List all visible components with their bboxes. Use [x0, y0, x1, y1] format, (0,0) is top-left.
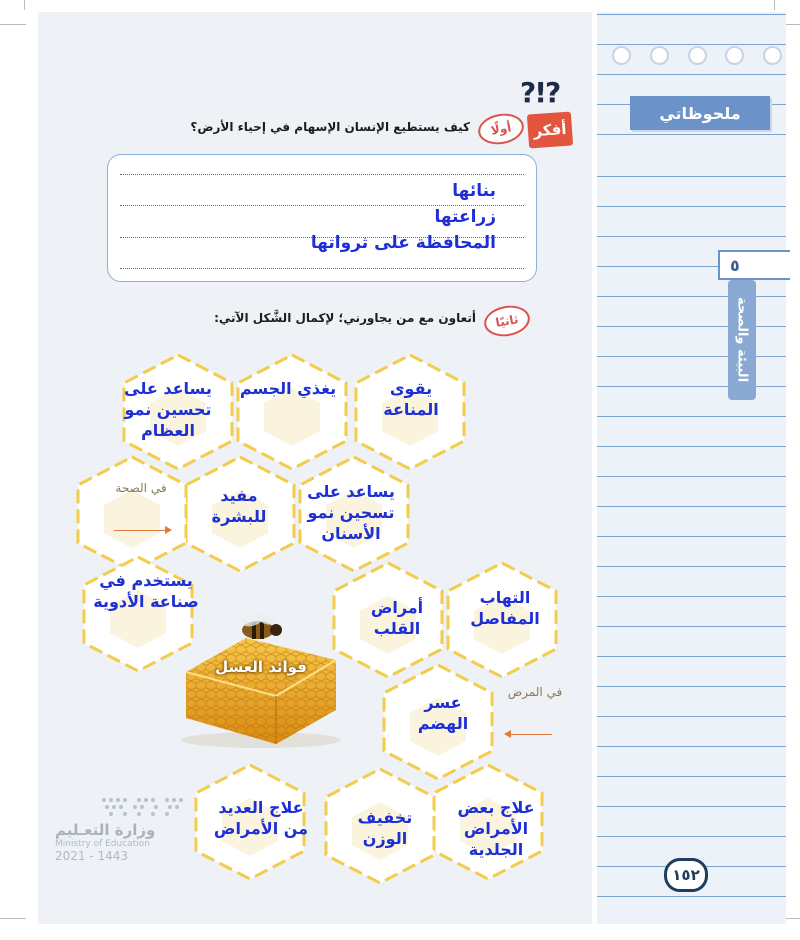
crop-mark — [24, 0, 25, 10]
page-divider — [594, 12, 597, 924]
ministry-year: 2021 - 1443 — [55, 849, 129, 863]
disease-arrow — [506, 734, 552, 735]
hex-text-medicine: يستخدم في صناعة الأدوية — [93, 571, 199, 611]
ministry-english: Ministry of Education — [55, 839, 150, 849]
crop-mark — [774, 0, 775, 10]
chapter-tab — [728, 280, 756, 400]
hex-text-weight: تخفيف الوزن — [357, 808, 413, 848]
question-text: كيف يستطيع الإنسان الإسهام في إحياء الأرض؟ — [190, 120, 470, 134]
answer-2: زراعتها — [434, 207, 496, 227]
chapter-title: البيئة والصحة — [734, 297, 750, 383]
answer-line — [120, 268, 524, 269]
spiral-hole — [650, 46, 669, 65]
hex-text-skin: مفيد للبشرة — [211, 486, 267, 526]
answer-line — [120, 174, 524, 175]
hex-text-nourish: يغذي الجسم — [239, 379, 337, 398]
page-number: ١٥٢ — [664, 858, 708, 892]
hex-text-many-diseases: علاج العديد من الأمراض — [213, 798, 309, 838]
spiral-hole — [763, 46, 782, 65]
crop-mark — [0, 918, 26, 919]
health-label: في الصحة — [115, 481, 167, 495]
spiral-hole — [725, 46, 744, 65]
notes-label: ملحوظاتي — [630, 96, 770, 130]
chapter-number: ٥ — [718, 250, 790, 280]
answer-3: المحافظة على ثرواتها — [310, 233, 496, 253]
think-badge: أفكر — [527, 112, 573, 149]
ministry-dots-icon — [99, 795, 175, 821]
hex-text-teeth: يساعد على تسحين نمو الأسنان — [307, 482, 395, 543]
think-marks: ?!? — [520, 76, 560, 109]
health-arrow — [114, 530, 170, 531]
spiral-holes — [612, 46, 782, 66]
ministry-logo — [55, 795, 175, 863]
disease-label: في المرض — [507, 685, 563, 699]
hex-text-digestion: عسر الهضم — [417, 693, 469, 733]
answer-line — [120, 205, 524, 206]
step1-badge: أولًا — [476, 110, 527, 148]
answer-1: بنائها — [452, 181, 496, 201]
ministry-arabic: وزارة التعـليم — [55, 821, 156, 839]
hex-text-bones: يساعد على تحسين نمو العظام — [124, 379, 212, 440]
hex-text-immunity: يقوى المناعة — [383, 379, 439, 419]
hex-text-skin-disease: علاج بعض الأمراض الجلدية — [457, 798, 535, 859]
answer-box — [107, 154, 537, 282]
notes-panel — [596, 12, 786, 924]
step2-badge: ثانيًا — [482, 302, 533, 340]
center-label: فوائد العسل — [215, 658, 307, 676]
spiral-hole — [612, 46, 631, 65]
hex-text-heart: أمراض القلب — [370, 598, 424, 638]
hex-text-joints: التهاب المفاصل — [470, 588, 540, 628]
crop-mark — [0, 24, 26, 25]
instruction-text: أتعاون مع من يجاورني؛ لإكمال الشَّكل الآتي: — [214, 311, 476, 325]
spiral-hole — [688, 46, 707, 65]
